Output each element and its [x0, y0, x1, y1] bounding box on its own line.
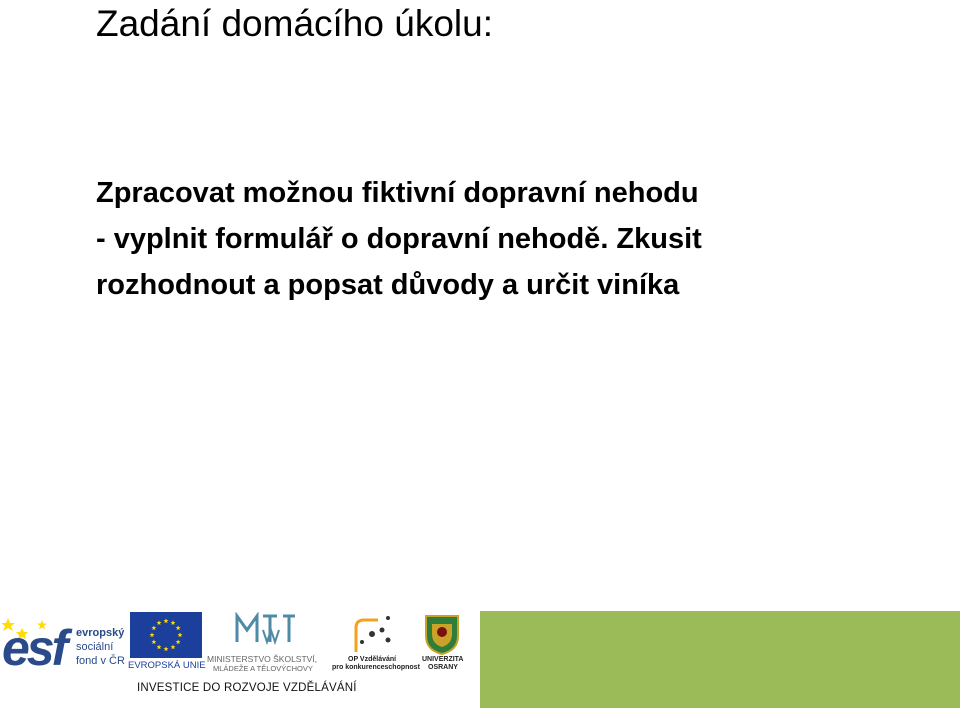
op-line: pro konkurenceschopnost [332, 664, 420, 671]
op-logo-icon [332, 612, 420, 672]
msmt-logo-icon [205, 612, 330, 672]
eu-flag-icon [128, 612, 204, 672]
assignment-text [96, 170, 856, 308]
footer-green-band [480, 611, 960, 708]
uni-line: OSRANY [428, 664, 458, 671]
uni-line: UNIVERZITA [422, 656, 464, 663]
university-crest-icon [418, 612, 466, 672]
esf-line: fond v ČR [76, 655, 125, 667]
msmt-line: MLÁDEŽE A TĚLOVÝCHOVY [213, 664, 313, 673]
esf-line: evropský [76, 627, 125, 639]
slide-title: Zadání domácího úkolu: [96, 3, 493, 44]
op-line: OP Vzdělávání [348, 656, 397, 663]
assignment-line: Zpracovat možnou fiktivní dopravní nehodu [96, 177, 699, 209]
esf-line: sociální [76, 641, 114, 653]
assignment-line: - vyplnit formulář o dopravní nehodě. Zkusit [96, 223, 702, 255]
assignment-line: rozhodnout a popsat důvody a určit viníka [96, 269, 680, 301]
footer-tagline: INVESTICE DO ROZVOJE VZDĚLÁVÁNÍ [137, 682, 357, 694]
esf-logo-icon [2, 612, 124, 674]
eu-label: EVROPSKÁ UNIE [128, 660, 206, 671]
esf-mark: esf [2, 620, 66, 676]
msmt-line: MINISTERSTVO ŠKOLSTVÍ, [207, 654, 318, 664]
